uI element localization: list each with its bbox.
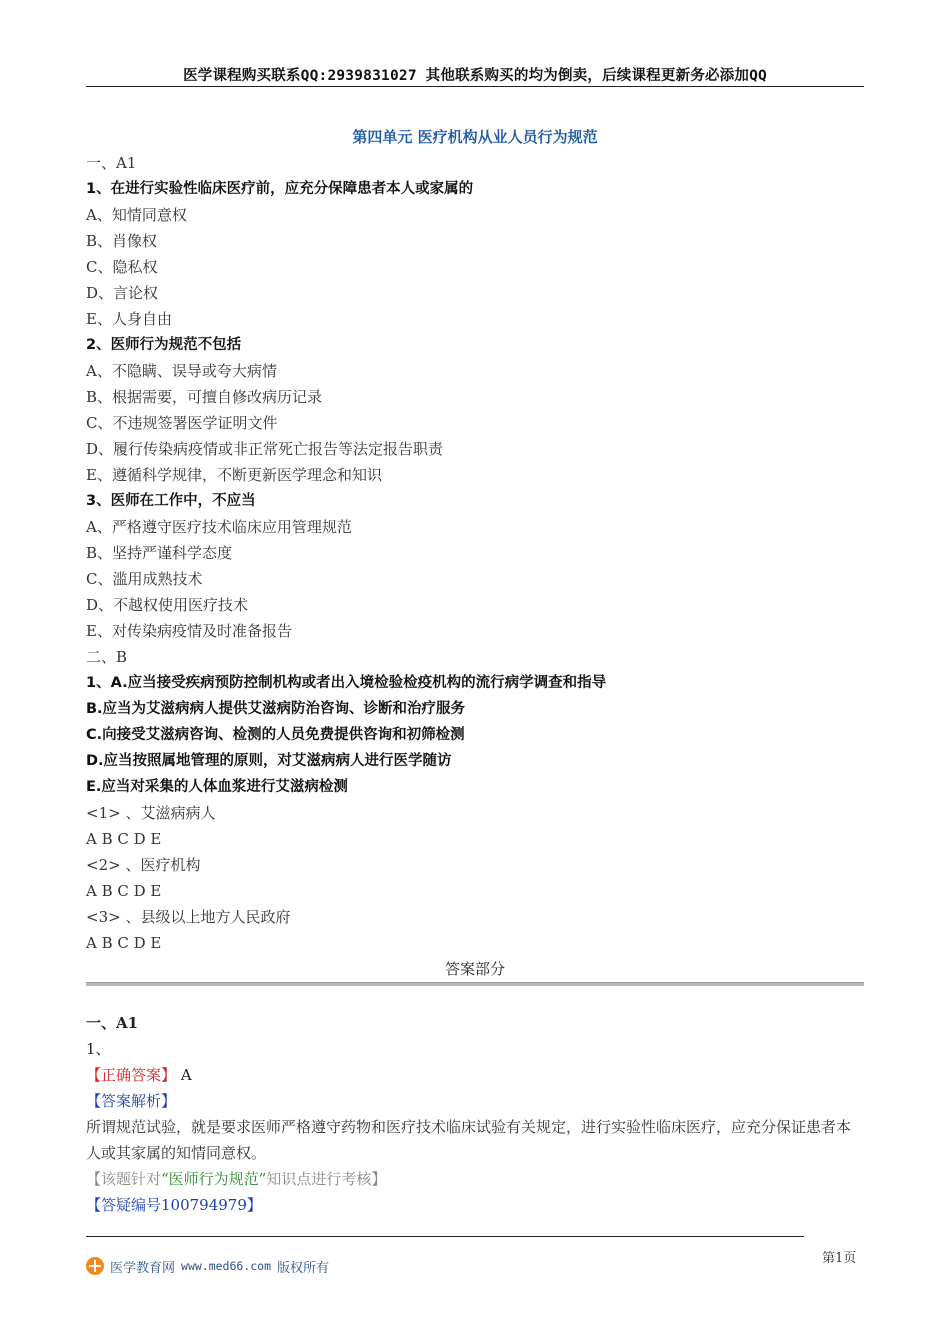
correct-answer-label: 正确答案 [101,1066,162,1084]
answer-option: C、隐私权 [86,258,158,276]
question-stem: 1、在进行实验性临床医疗前，应充分保障患者本人或家属的 [86,181,474,197]
answer-option: <1> 、艾滋病病人 [86,804,216,822]
answer-option: B、根据需要，可擅自修改病历记录 [86,388,323,406]
answer-option: <2> 、医疗机构 [86,856,201,874]
footer-url-link[interactable]: www.med66.com [181,1259,272,1273]
answer-question-number: 1、 [86,1040,111,1058]
question-stem: 3、医师在工作中，不应当 [86,493,256,509]
answer-option: B、坚持严谨科学态度 [86,544,233,562]
answer-option: A、知情同意权 [86,206,187,224]
answer-option: E、对传染病疫情及时准备报告 [86,622,292,640]
footer-site-name: 医学教育网 [110,1260,176,1276]
answer-option: D、履行传染病疫情或非正常死亡报告等法定报告职责 [86,440,444,458]
analysis-label: 答案解析 [101,1092,162,1110]
answer-option: A B C D E [86,830,162,848]
topic-line: 【该题针对“医师行为规范”知识点进行考核】 [86,1170,387,1188]
question-stem: E.应当对采集的人体血浆进行艾滋病检测 [86,779,348,795]
answer-block [86,1010,864,1218]
footer [86,1256,329,1276]
section-label: 一、A1 [86,154,137,172]
answer-option: E、遵循科学规律，不断更新医学理念和知识 [86,466,382,484]
answer-option: A、严格遵守医疗技术临床应用管理规范 [86,518,352,536]
answer-option: B、肖像权 [86,232,158,250]
page-header: 医学课程购买联系QQ:2939831027 其他联系购买的均为倒卖，后续课程更新务必添加QQ [183,68,767,84]
answer-section-label: 一、A1 [86,1014,139,1032]
question-stem: C.向接受艾滋病咨询、检测的人员免费提供咨询和初筛检测 [86,727,465,743]
site-logo-icon [86,1257,104,1275]
answer-option: D、言论权 [86,284,159,302]
footer-rights: 版权所有 [277,1260,330,1276]
question-stem: D.应当按照属地管理的原则，对艾滋病病人进行医学随访 [86,753,452,769]
question-list [86,150,864,956]
footer-divider [86,1236,804,1237]
answer-option: E、人身自由 [86,310,172,328]
analysis-text: 所谓规范试验，就是要求医师严格遵守药物和医疗技术临床试验有关规定，进行实验性临床医疗，应充分保证患者本人或其家属的知情同意权。 [86,1118,852,1162]
question-stem: B.应当为艾滋病病人提供艾滋病防治咨询、诊断和治疗服务 [86,701,466,717]
question-stem: 1、A.应当接受疾病预防控制机构或者出入境检验检疫机构的流行病学调查和指导 [86,675,607,691]
answer-option: C、不违规签署医学证明文件 [86,414,278,432]
correct-answer-value: A [180,1066,192,1084]
analysis-label-line: 【答案解析】 [86,1092,177,1110]
topic-name: “医师行为规范” [161,1170,267,1188]
answer-section-heading: 答案部分 [444,960,505,978]
qa-number: 【答疑编号100794979】 [86,1196,262,1214]
answer-option: A、不隐瞒、误导或夸大病情 [86,362,277,380]
unit-title: 第四单元 医疗机构从业人员行为规范 [352,128,598,146]
section-label: 二、B [86,648,128,666]
header-divider [86,86,864,87]
answer-option: A B C D E [86,934,162,952]
page-number: 第1页 [822,1251,857,1266]
answer-option: D、不越权使用医疗技术 [86,596,249,614]
question-stem: 2、医师行为规范不包括 [86,337,242,353]
correct-answer-line: 【正确答案】 A [86,1066,192,1084]
answer-option: C、滥用成熟技术 [86,570,203,588]
answer-option: A B C D E [86,882,162,900]
answer-divider [86,982,864,986]
answer-option: <3> 、县级以上地方人民政府 [86,908,291,926]
